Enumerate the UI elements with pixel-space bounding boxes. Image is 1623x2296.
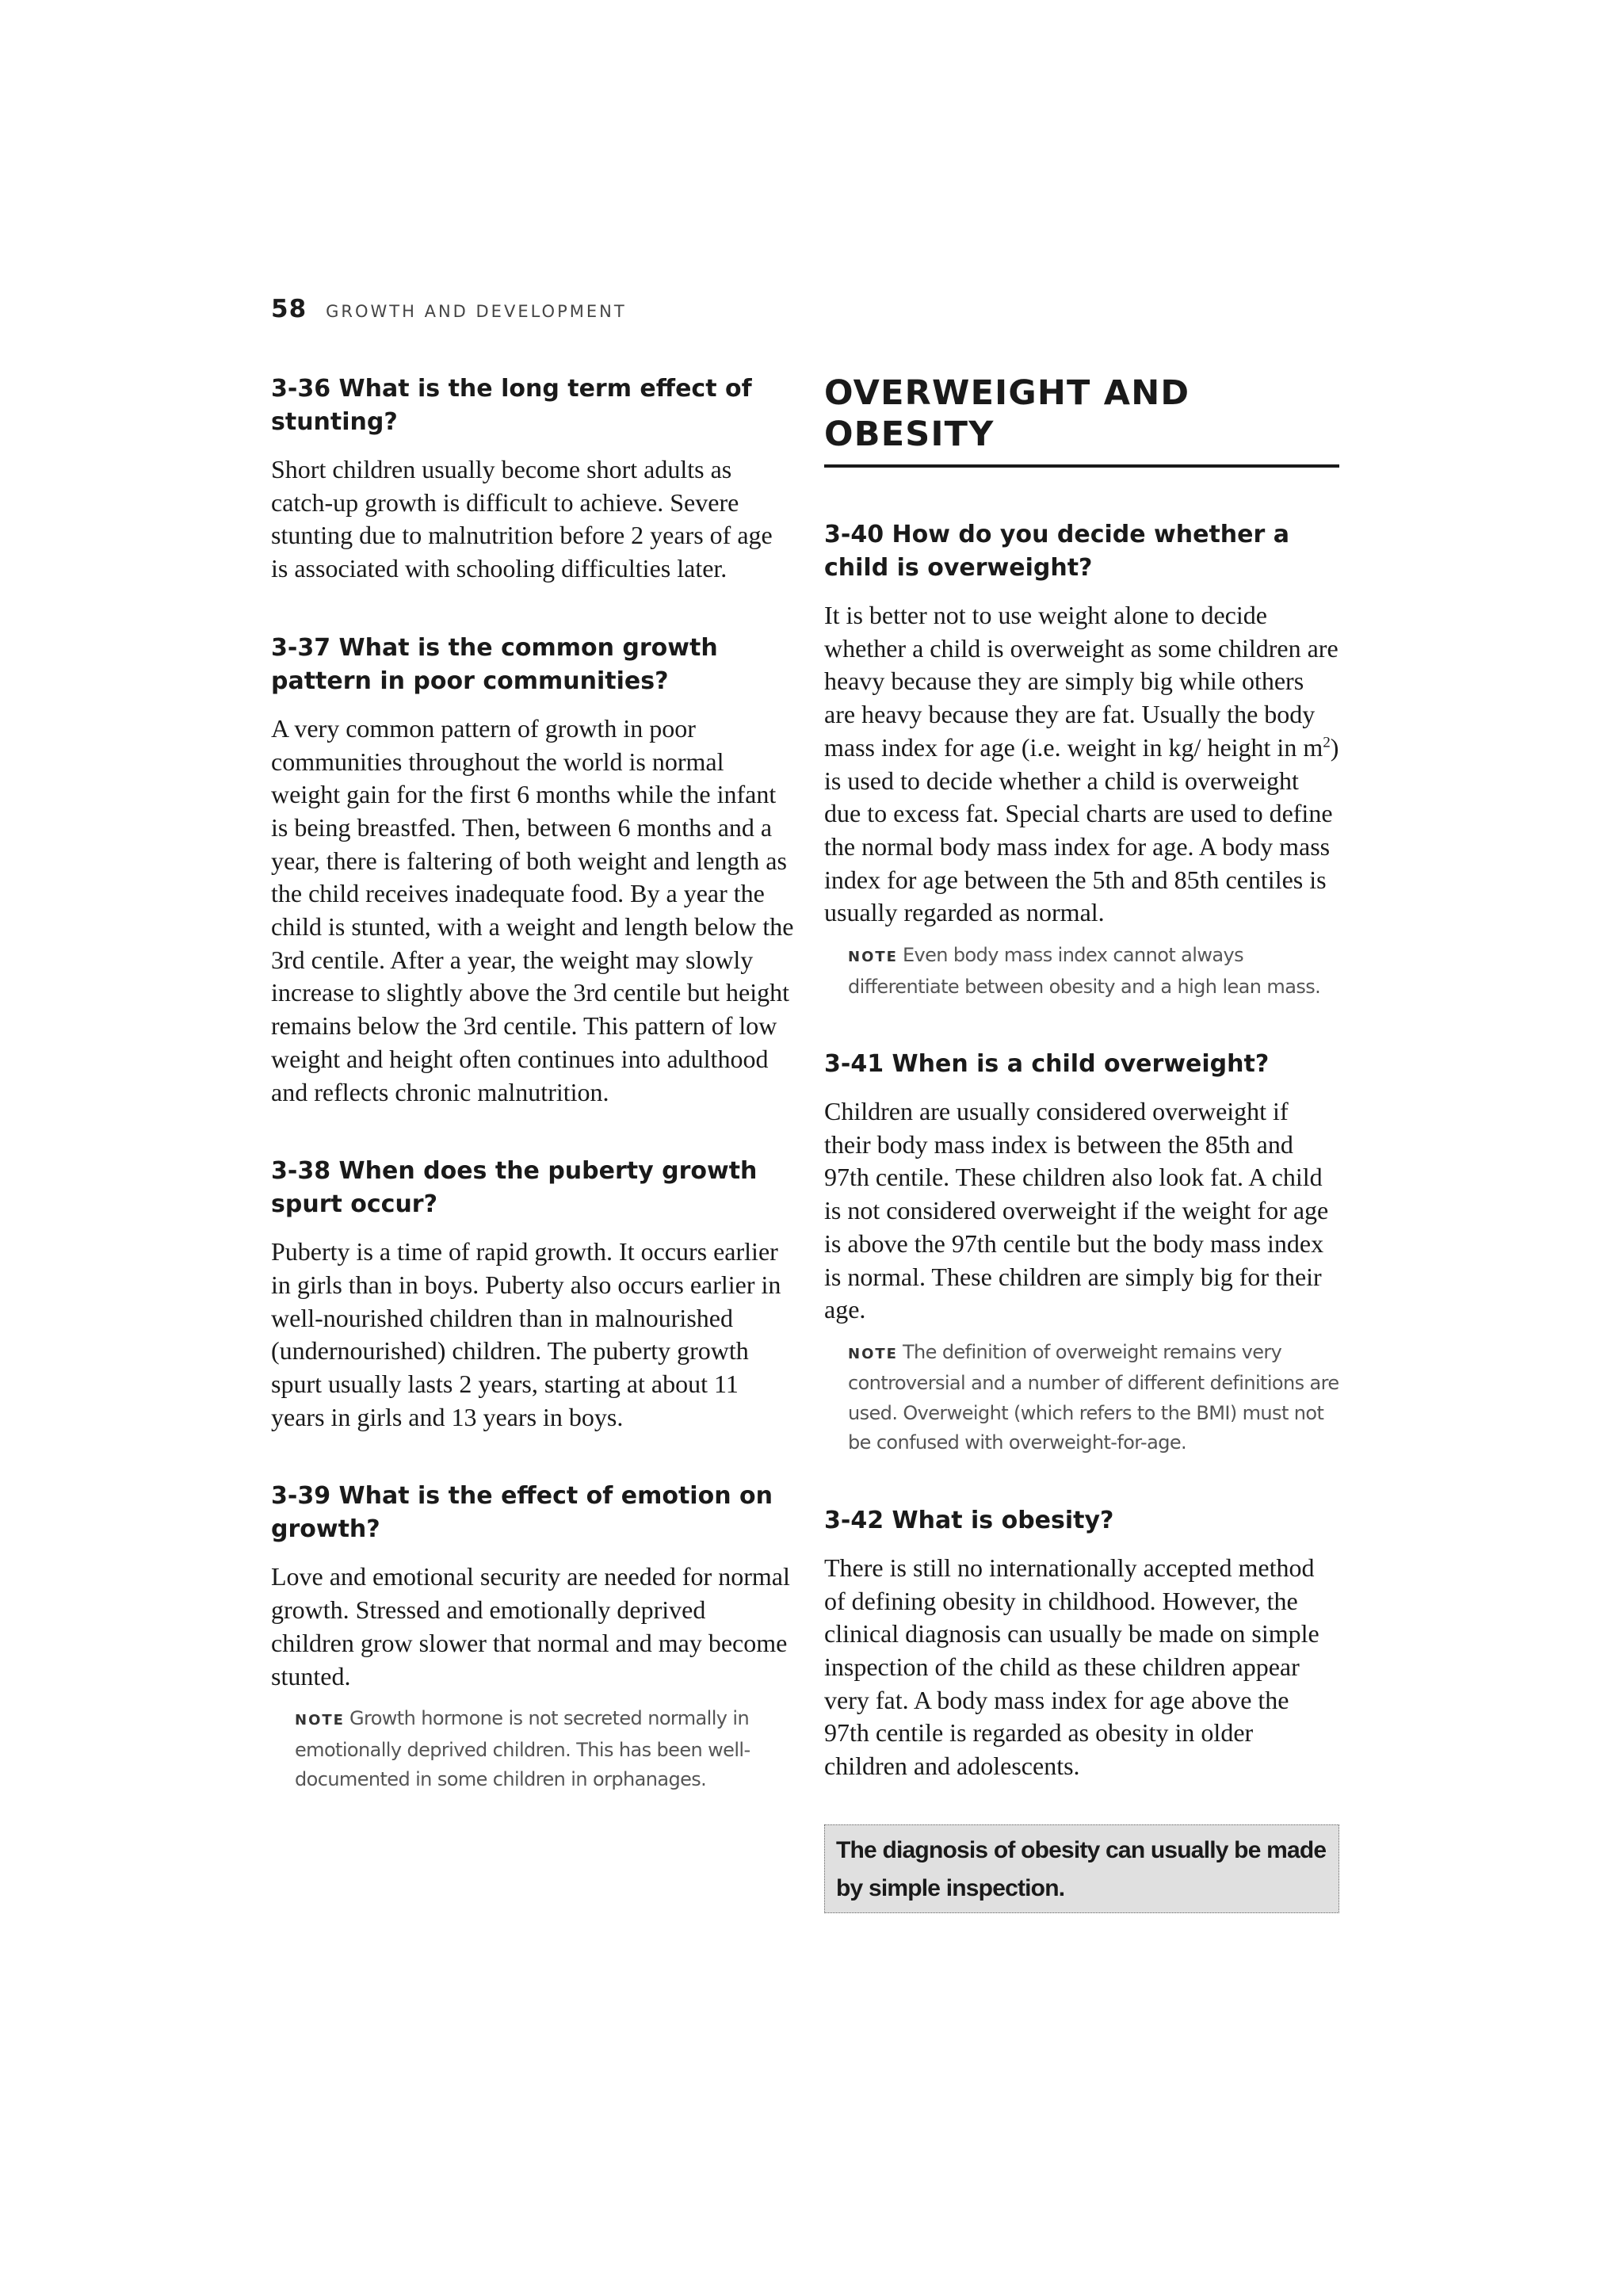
question-block-3-42 [824,1504,1339,1783]
note [295,1704,794,1795]
page-number: 58 [271,295,307,323]
key-point-box: The diagnosis of obesity can usually be made by simple inspection. [824,1824,1339,1913]
answer-paragraph: Short children usually become short adults as catch-up growth is difficult to achieve. Severe stunting due to malnutrition before 2 years of age is associated with schooling difficulties later. [271,455,773,583]
answer-paragraph: A very common pattern of growth in poor communities throughout the world is normal weight gain for the first 6 months while the infant is being breastfed. Then, between 6 months and a year, there is faltering of both weight and length as the child receives inadequate food. By a year the child is stunted, with a weight and length below the 3rd centile. After a year, the weight may slowly increase to slightly above the 3rd centile but height remains below the 3rd centile. This pattern of low weight and height often continues into adulthood and reflects chronic malnutrition. [271,713,794,1106]
running-head: GROWTH AND DEVELOPMENT [326,302,627,321]
note-label: NOTE [848,949,898,966]
note [848,941,1339,1002]
question-block-3-41 [824,1048,1339,1458]
note [848,1338,1339,1458]
question-block-3-36 [271,372,794,586]
page-header [271,295,627,323]
right-column [824,372,1339,1913]
answer-paragraph: It is better not to use weight alone to decide whether a child is overweight as some children are heavy because they are simply big while others are heavy because they are fat. Usually the body mass index for age (i.e. weight in kg/ height in $m^2$) is used to decide whether a child is overweight due to excess fat. Special charts are used to define the normal body mass index for age. A body mass index for age between the 5th and 85th centiles is usually regarded as normal. [824,601,1339,927]
note-text: Even body mass index cannot always differentiate between obesity and a high lean mass. [848,944,1321,998]
superscript: 2 [1323,734,1331,751]
question-block-3-37 [271,632,794,1109]
answer-paragraph: There is still no internationally accepted method of defining obesity in childhood. However, the clinical diagnosis can usually be made on simple inspection of the child as these children appear very fat. A body mass index for age above the 97th centile is regarded as obesity in older children and adolescents. [824,1553,1319,1781]
question-block-3-39 [271,1480,794,1794]
question-block-3-40 [824,518,1339,1002]
question-block-3-38 [271,1155,794,1434]
section-title: OVERWEIGHT AND OBESITY [824,372,1339,468]
question-heading: 3-36 What is the long term effect of stunting? [271,375,752,436]
note-text: The definition of overweight remains very controversial and a number of different definitions are used. Overweight (which refers to the BMI) must not be confused with overweight-for-age. [848,1340,1339,1454]
answer-paragraph: Children are usually considered overweight if their body mass index is between the 85th and 97th centile. These children also look fat. A child is not considered overweight if the weight for age is above the 97th centile but the body mass index is normal. These children are simply big for their age. [824,1097,1329,1324]
question-heading: 3-38 When does the puberty growth spurt occur? [271,1157,758,1219]
note-text: Growth hormone is not secreted normally in emotionally deprived children. This has been well-documented in some children in orphanages. [295,1707,750,1791]
question-heading: 3-41 When is a child overweight? [824,1050,1270,1079]
question-heading: 3-39 What is the effect of emotion on growth? [271,1482,773,1544]
note-label: NOTE [295,1712,345,1729]
question-heading: 3-37 What is the common growth pattern in poor communities? [271,633,718,695]
question-heading: 3-42 What is obesity? [824,1506,1114,1534]
answer-paragraph: Puberty is a time of rapid growth. It occurs earlier in girls than in boys. Puberty also occurs earlier in well-nourished children than in malnourished (undernourished) children. The puberty growth spurt usually lasts 2 years, starting at about 11 years in girls and 13 years in boys. [271,1237,781,1431]
question-heading: 3-40 How do you decide whether a child is overweight? [824,521,1289,582]
answer-paragraph: Love and emotional security are needed for normal growth. Stressed and emotionally deprived children grow slower that normal and may become stunted. [271,1562,790,1690]
left-column [271,372,794,1795]
note-label: NOTE [848,1345,898,1362]
